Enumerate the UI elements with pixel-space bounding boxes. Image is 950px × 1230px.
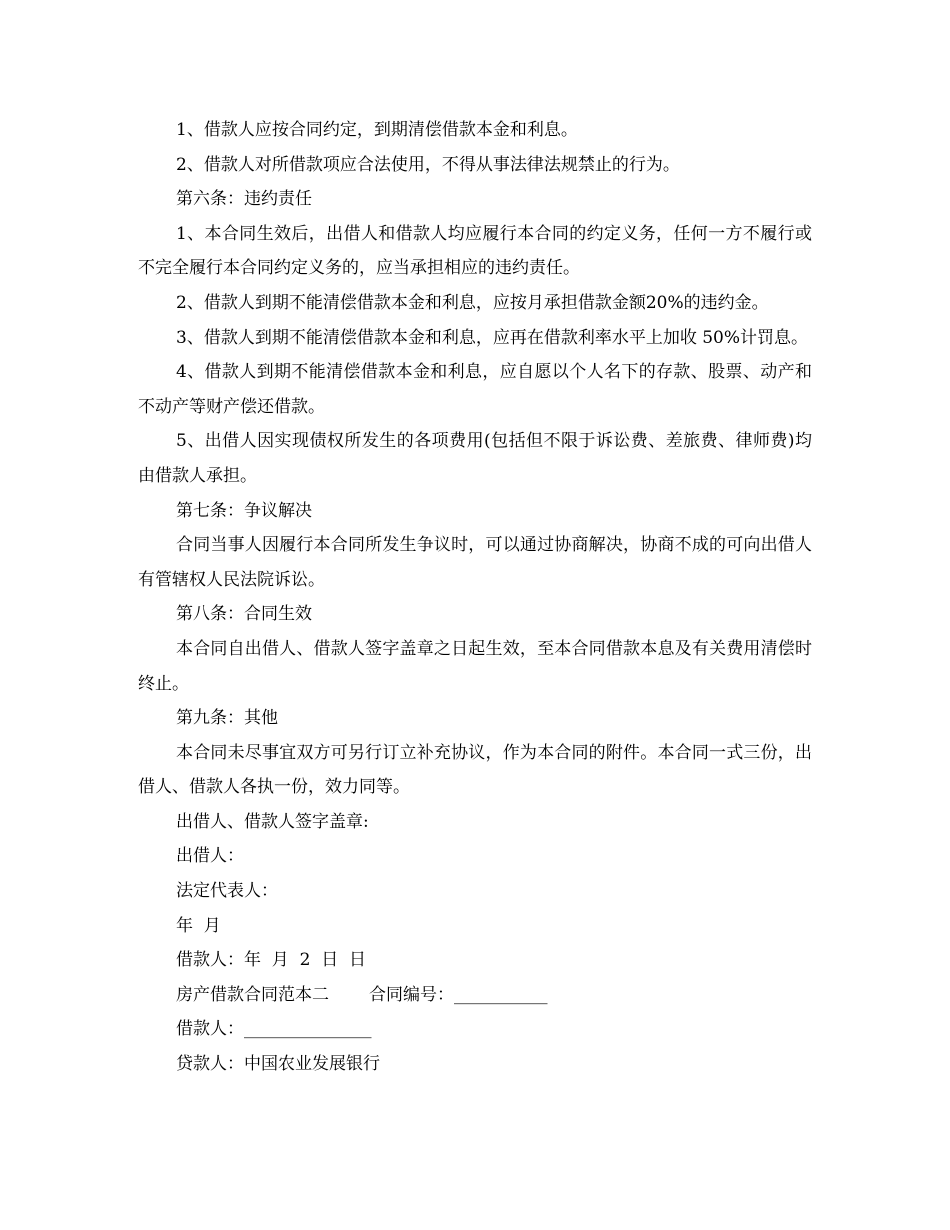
document-body — [138, 113, 812, 1082]
signature-lender: 出借人： — [176, 846, 244, 867]
clause-5-item-2: 2、借款人对所借款项应合法使用，不得从事法律法规禁止的行为。 — [176, 154, 680, 175]
next-contract-borrower: 借款人：_______________ — [176, 1019, 372, 1040]
signature-heading: 出借人、借款人签字盖章: — [176, 811, 369, 832]
next-contract-title-line — [138, 978, 812, 1013]
clause-8-body: 本合同自出借人、借款人签字盖章之日起生效，至本合同借款本息及有关费用清偿时终止。 — [138, 638, 812, 694]
clause-9-body: 本合同未尽事宜双方可另行订立补充协议，作为本合同的附件。本合同一式三份，出借人、借款人各执一份，效力同等。 — [138, 742, 812, 798]
next-contract-title: 房产借款合同范本二 — [176, 984, 329, 1005]
clause-6-item-2: 2、借款人到期不能清偿借款本金和利息，应按月承担借款金额20%的违约金。 — [176, 292, 769, 313]
clause-6-heading: 第六条：违约责任 — [176, 189, 312, 210]
clause-6-item-1: 1、本合同生效后，出借人和借款人均应履行本合同的约定义务，任何一方不履行或不完全履行本合同约定义务的，应当承担相应的违约责任。 — [138, 223, 812, 279]
clause-8-heading: 第八条：合同生效 — [176, 604, 312, 625]
clause-6-item-5: 5、出借人因实现债权所发生的各项费用(包括但不限于诉讼费、差旅费、律师费)均由借款人承担。 — [138, 431, 812, 486]
contract-number: 合同编号：___________ — [369, 984, 548, 1005]
next-contract-lender: 贷款人：中国农业发展银行 — [176, 1054, 380, 1075]
clause-9-heading: 第九条：其他 — [176, 708, 278, 729]
signature-date: 年 月 — [176, 915, 221, 936]
clause-6-item-4: 4、借款人到期不能清偿借款本金和利息，应自愿以个人名下的存款、股票、动产和不动产等财产偿还借款。 — [138, 362, 812, 417]
clause-7-body: 合同当事人因履行本合同所发生争议时，可以通过协商解决，协商不成的可向出借人有管辖权人民法院诉讼。 — [138, 535, 812, 590]
signature-borrower-date: 借款人：年 月 2 日 日 — [176, 950, 367, 971]
clause-6-item-3: 3、借款人到期不能清偿借款本金和利息，应再在借款利率水平上加收 50%计罚息。 — [176, 327, 809, 348]
clause-7-heading: 第七条：争议解决 — [176, 500, 312, 521]
signature-legal-rep: 法定代表人： — [176, 881, 278, 902]
clause-5-item-1: 1、借款人应按合同约定，到期清偿借款本金和利息。 — [176, 120, 578, 140]
